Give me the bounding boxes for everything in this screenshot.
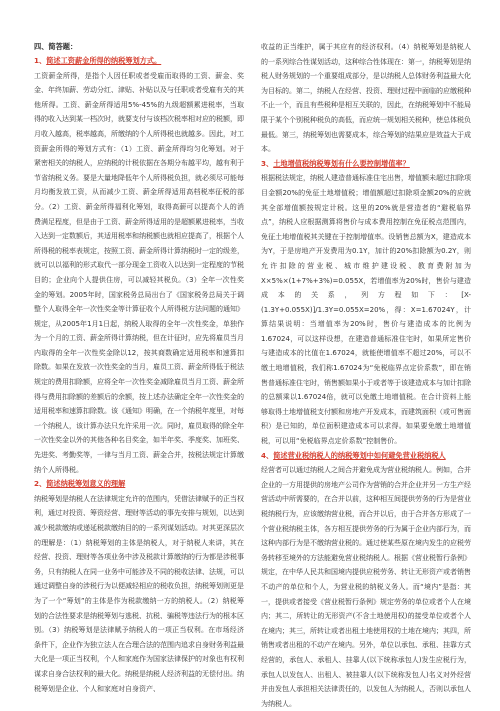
question-2-title: 简述纳税筹划意义的理解 — [46, 479, 126, 489]
question-3-title: 土地增值税纳税筹划有什么要控制增值率？ — [273, 158, 410, 168]
right-column — [261, 40, 471, 711]
answer-2-continued-paragraph: 收益的正当维护，属于其应有的经济权利。（4）纳税筹划是纳税人的一系列综合性谋划活动，这种综合性体现在：第一，纳税筹划是纳税人财务规划的一个重要组成部分，是以纳税人总体财务利益最大化为目标的。第二，纳税人在经营、投资、理财过程中面临的应缴税种不止一个，而且有些税种是相互关联的，因此，在纳税筹划中不能局限于某个个别税种税负的高低，而应统一规划相关税种，使总体税负最低。第三，纳税筹划也需要成本，综合筹划的结果应是效益大于成本。 — [261, 43, 471, 154]
question-4-number: 4、 — [261, 450, 274, 460]
answer-3-paragraph: 根据税法规定，纳税人建造普通标准住宅出售，增值额未超过扣除项目金额20%的免征土地增值税；增值额超过扣除项金额20%的应就其全部增值额按规定计税。这里的20%就是营造者的“避税临界点”，纳税人应根据测算将售价与成本费用控制在免征税点范围内，免征土地增值税其关键在于控制增值率。设销售总额为X，建造成本为Y，于是房地产开发费用为0.1Y，加计的20%扣除额为0.2Y，则允许扣除的营业税、城市维护建设税、教育费附加为X×5%×(1+7%+3%)=0.055X，若增值率为20%时，售价与建造成本的关系，列方程如下：[X-(1.3Y+0.055X)]/1.3Y=0.055X=20%，得：X=1.67024Y，计算结果说明：当增值率为20%时，售价与建造成本的比例为1.67024，可以这样设想，在建造普通标准住宅时，如果所定售价与建造成本的比值在1.67024，就能使增值率不超过20%，可以不缴土地增值税，我们称1.67024为“免税临界点定价系数”，即在销售普通标准住宅时，销售额如果小于或者等于该建造成本与加计扣除的总额乘以1.67024倍，就可以免缴土地增值税。在合计资料上能够取得土地增值税支付额和房地产开发成本，而建筑面积（或可售面积）是已知的，单位面积建造成本可以求得。如果要免缴土地增值税，可以用“免税临界点定价系数”控制售价。 — [261, 174, 471, 446]
question-3-heading — [261, 157, 471, 172]
question-3-number: 3、 — [261, 158, 274, 168]
question-1-title: 简述工资薪金所得的纳税筹划方式。 — [46, 56, 162, 65]
answer-2-paragraph: 纳税筹划是纳税人在法律规定允许的范围内，凭借法律赋予的正当权利，通过对投资、筹资经营、理财等活动的事先安排与规划，以达到减少税款缴纳或递延税款缴纳目的的一系列谋划活动。对其更深层次的理解是：（1）纳税筹划的主体是纳税人，对于纳税人来讲，其在经营、投资、理财等各项业务中涉及税款计算缴纳的行为都是涉税事务，只有纳税人在同一业务中可能涉及不同的税收法律、法规，可以通过调整自身的涉税行为以便减轻相应的税收负担，纳税筹划则更是为了一个“筹划”的主体是作为税款缴纳一方的纳税人。（2）纳税筹划的合法性要求是纳税筹划与逃税、抗税、骗税等违法行为的根本区别。（3）纳税筹划是法律赋予纳税人的一项正当权利。在市场经济条件下，企业作为独立法人在合理合法的范围内追求自身财务利益最大化是一项正当权利，个人和家庭作为国家法律保护的对象也有权利谋求自身合法权利的最大化。纳税是纳税人经济利益的无偿付出。纳税筹划是企业、个人和家庭对自身资产、 — [34, 494, 244, 693]
question-4-title: 简述营业税纳税人的纳税筹划中如何避免营业税纳税人 — [273, 450, 446, 460]
question-4-heading — [261, 449, 471, 464]
question-2-number: 2、 — [34, 479, 47, 489]
answer-1-paragraph: 工资薪金所得，是指个人因任职或者受雇而取得的工资、薪金、奖金、年终加薪、劳动分红、津贴、补贴以及与任职或者受雇有关的其他所得。工资、薪金所得适用5%-45%的九级超额累进税率，当取得的收入达到某一档次时，就要支付与该档次税率相对应的税额，即月收入越高，税率越高，所缴纳的个人所得税也就越多。因此，对工资薪金所得的筹划方式有：（1）工资、薪金所得均匀化筹划。对于紧密相关的纳税人，应纳税的计税依据在各期分布越平均，越有利于节省纳税义务。要是大量地降低年个人所得税负担，就必须尽可能每月均衡发放工资，从而减少工资、薪金所得适用高档税率征税的部分。（2）工资、薪金所得福利化筹划，取得高薪可以提高个人的消费满足程度，但是由于工资、薪金所得适用的是超额累进税率，当收入达到一定数额后，其适用税率和纳税额也就相应提高了，根据个人所得税的税率表规定，按照工资、薪金所得计算纳税时一定的级差，就可以以福利的形式取代一部分现金工资收入以达到一定程度的节税目的；企业向个人提供住房，可以减轻其税负。（3）全年一次性奖金的筹划。2005年时，国家税务总局出台了《国家税务总局关于调整个人取得全年一次性奖金等计算征收个人所得税方法问题的通知》规定，从2005年1月1日起，纳税人取得的全年一次性奖金，单独作为一个月的工资、薪金所得计算纳税，但在计征时，应先将雇员当月内取得的全年一次性奖金除以12，按其商数确定适用税率和速算扣除数。如果在发放一次性奖金的当月，雇员工资、薪金所得低于税法规定的费用扣除额，应将全年一次性奖金减除雇员当月工资、薪金所得与费用扣除额的差额后的余额，按上述办法确定全年一次性奖金的适用税率和速算扣除数。该《通知》明确，在一个纳税年度里，对每一个纳税人，该计算办法只允许采用一次。同时，雇员取得的除全年一次性奖金以外的其他各种名目奖金，如半年奖、季度奖、加班奖、先进奖、考勤奖等，一律与当月工资、薪金合并，按税法规定计算缴纳个人所得税。 — [34, 71, 244, 474]
answer-4-paragraph: 经营者可以通过纳税人之间合并避免成为营业税纳税人。例如，合并企业的一方用提供的房地产公司作为营销的合并企业并另一方生产经营活动中所需要的，在合并以前，这种相互间提供劳务的行为是营业税纳税行为，应该缴纳营业税，而合并以后，由于合并各方形成了一个营业税纳税主体，各方相互提供劳务的行为属于企业内部行为，而这种内部行为是不缴纳营业税的。通过使某些原在境内发生的应税劳务转移至境外的方法能避免营业税纳税人。根据《营业税暂行条例》规定，在中华人民共和国境内提供应税劳务、转让无形资产或者销售不动产的单位和个人，为营业税的纳税义务人。而“境内”是指：其一，提供或者接受《营业税暂行条例》规定劳务的单位或者个人在境内；其二，所转让的无形资产(不含土地使用权)的接受单位或者个人在境内；其三，所转让或者出租土地使用权的土地在境内；其四，所销售或者出租的不动产在境内。另外，单位以承包、承租、挂靠方式经营的，承包人、承租人、挂靠人(以下统称承包人)发生应税行为，承包人以发包人、出租人、被挂靠人(以下统称发包人)名义对外经营并由发包人承担相关法律责任的，以发包人为纳税人，否则以承包人为纳税人。 — [261, 466, 471, 708]
question-1-heading — [34, 54, 244, 69]
left-column — [34, 40, 244, 696]
question-2-heading — [34, 477, 244, 492]
question-1-number: 1、 — [34, 56, 47, 65]
section-title: 四、简答题： — [34, 42, 78, 51]
